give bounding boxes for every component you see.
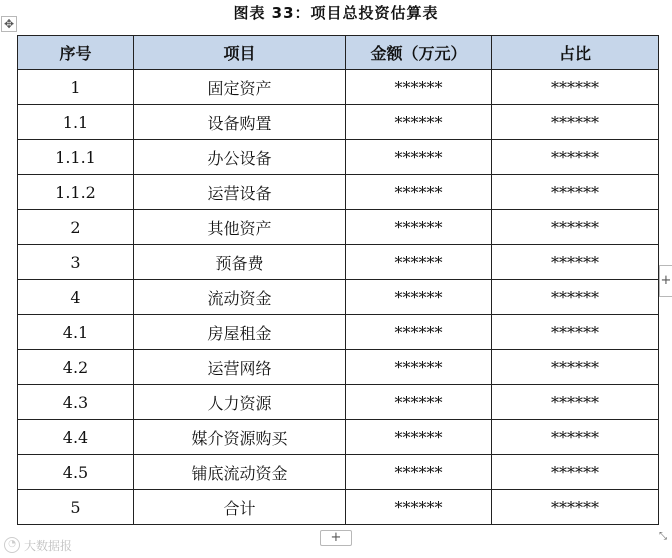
row-ratio: ******	[492, 420, 659, 455]
row-item: 流动资金	[134, 280, 346, 315]
row-no: 3	[18, 245, 134, 280]
row-ratio: ******	[492, 140, 659, 175]
table-row	[18, 140, 659, 175]
row-amount: ******	[346, 315, 492, 350]
row-item: 预备费	[134, 245, 346, 280]
row-amount: ******	[346, 70, 492, 105]
move-icon[interactable]: ✥	[1, 16, 17, 32]
table-row	[18, 350, 659, 385]
table-row	[18, 210, 659, 245]
row-amount: ******	[346, 105, 492, 140]
row-amount: ******	[346, 385, 492, 420]
table-row	[18, 420, 659, 455]
row-item: 运营网络	[134, 350, 346, 385]
row-amount: ******	[346, 350, 492, 385]
row-no: 2	[18, 210, 134, 245]
row-item: 固定资产	[134, 70, 346, 105]
row-amount: ******	[346, 280, 492, 315]
row-amount: ******	[346, 140, 492, 175]
row-item: 房屋租金	[134, 315, 346, 350]
row-item: 合计	[134, 490, 346, 525]
row-ratio: ******	[492, 105, 659, 140]
row-ratio: ******	[492, 245, 659, 280]
row-ratio: ******	[492, 455, 659, 490]
row-item: 运营设备	[134, 175, 346, 210]
table-row	[18, 70, 659, 105]
row-ratio: ******	[492, 385, 659, 420]
row-no: 5	[18, 490, 134, 525]
row-item: 铺底流动资金	[134, 455, 346, 490]
table-row	[18, 245, 659, 280]
table-row	[18, 175, 659, 210]
row-ratio: ******	[492, 70, 659, 105]
investment-table	[17, 35, 659, 525]
plus-icon: +	[660, 273, 672, 288]
row-amount: ******	[346, 210, 492, 245]
column-header-no: 序号	[18, 36, 134, 70]
table-row	[18, 315, 659, 350]
column-header-item: 项目	[134, 36, 346, 70]
logo-icon: ◔	[4, 537, 20, 553]
row-amount: ******	[346, 245, 492, 280]
add-column-button[interactable]	[659, 265, 672, 297]
row-no: 4.3	[18, 385, 134, 420]
row-no: 1	[18, 70, 134, 105]
row-item: 其他资产	[134, 210, 346, 245]
watermark-text: 大数据报	[24, 538, 73, 553]
row-no: 4.2	[18, 350, 134, 385]
row-no: 4.5	[18, 455, 134, 490]
row-ratio: ******	[492, 350, 659, 385]
column-header-amount: 金额（万元）	[346, 36, 492, 70]
row-ratio: ******	[492, 280, 659, 315]
resize-icon[interactable]: ⤡	[659, 531, 667, 542]
row-no: 1.1.1	[18, 140, 134, 175]
row-no: 4	[18, 280, 134, 315]
row-amount: ******	[346, 420, 492, 455]
row-item: 设备购置	[134, 105, 346, 140]
row-ratio: ******	[492, 315, 659, 350]
row-amount: ******	[346, 175, 492, 210]
table-row	[18, 385, 659, 420]
row-ratio: ******	[492, 175, 659, 210]
row-no: 1.1.2	[18, 175, 134, 210]
table-row	[18, 105, 659, 140]
watermark	[4, 536, 72, 554]
table-row	[18, 490, 659, 525]
row-item: 办公设备	[134, 140, 346, 175]
row-no: 1.1	[18, 105, 134, 140]
table-caption: 图表 33：项目总投资估算表	[233, 4, 439, 22]
row-no: 4.1	[18, 315, 134, 350]
row-item: 人力资源	[134, 385, 346, 420]
column-header-ratio: 占比	[492, 36, 659, 70]
table-row	[18, 455, 659, 490]
row-amount: ******	[346, 490, 492, 525]
row-item: 媒介资源购买	[134, 420, 346, 455]
table-row	[18, 280, 659, 315]
row-no: 4.4	[18, 420, 134, 455]
row-ratio: ******	[492, 210, 659, 245]
row-ratio: ******	[492, 490, 659, 525]
plus-icon: +	[330, 530, 342, 545]
table-header-row	[18, 36, 659, 70]
row-amount: ******	[346, 455, 492, 490]
add-row-button[interactable]	[320, 530, 352, 546]
